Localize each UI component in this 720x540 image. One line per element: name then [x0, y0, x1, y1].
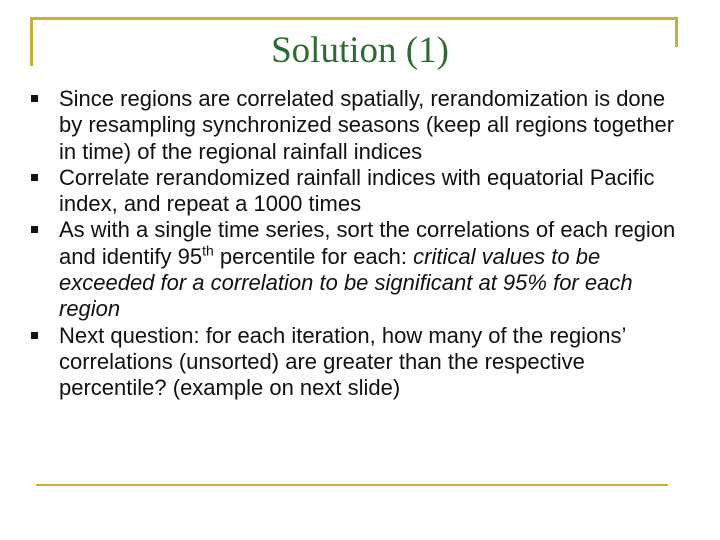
square-bullet-icon	[31, 95, 38, 102]
bullet-text-1: Since regions are correlated spatially, rerandomization is done by resampling synchronized seasons (keep all regions together in time) of the regional rainfall indices	[59, 86, 675, 164]
bullet-text-2: Correlate rerandomized rainfall indices with equatorial Pacific index, and repeat a 1000 times	[59, 164, 655, 217]
bullet-text-3-italic: critical values to be exceeded for a correlation to be significant at 95% for each region	[59, 243, 633, 322]
bullet-item-1	[30, 86, 690, 165]
bullet-text-4: Next question: for each iteration, how many of the regions’ correlations (unsorted) are greater than the respective percentile? (example on next slide)	[59, 322, 626, 401]
slide-title: Solution (1)	[271, 30, 449, 71]
square-bullet-icon	[31, 332, 38, 339]
bullet-list	[30, 86, 690, 402]
bullet-item-4	[30, 323, 690, 402]
bullet-item-2	[30, 165, 690, 218]
frame-bottom-line	[36, 484, 668, 486]
square-bullet-icon	[31, 174, 38, 181]
square-bullet-icon	[31, 226, 38, 233]
bullet-text-3-after: percentile for each:	[213, 243, 414, 269]
bullet-text-3-before: As with a single time series, sort the correlations of each region and identify 95	[59, 217, 676, 269]
bullet-text-3-superscript: th	[202, 242, 214, 259]
frame-top-line	[30, 17, 678, 20]
bullet-item-3	[30, 217, 690, 322]
